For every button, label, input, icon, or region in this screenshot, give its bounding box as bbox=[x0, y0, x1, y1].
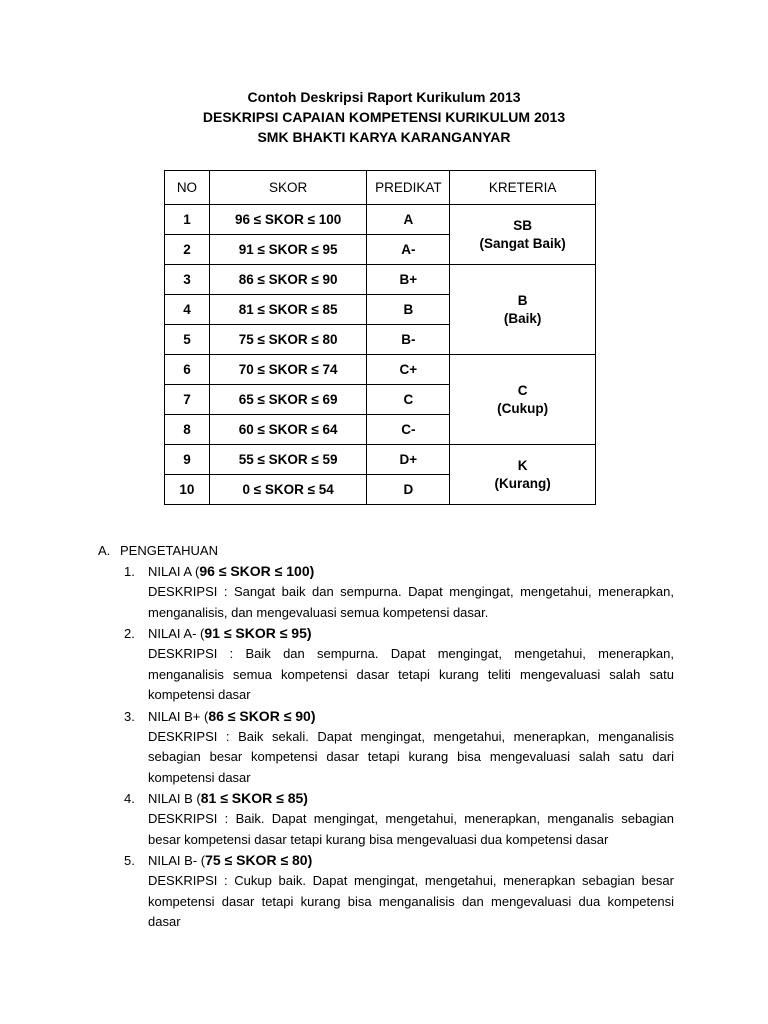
cell-kriteria-k bbox=[450, 445, 596, 505]
cell-predikat: C bbox=[367, 385, 450, 415]
cell-predikat: C- bbox=[367, 415, 450, 445]
cell-no: 10 bbox=[165, 475, 210, 505]
section-heading bbox=[98, 541, 218, 561]
description-list bbox=[124, 561, 674, 933]
item-range: 86 ≤ SKOR ≤ 90) bbox=[208, 707, 316, 724]
header-kreteria: KRETERIA bbox=[450, 171, 596, 205]
list-item bbox=[124, 850, 674, 933]
item-label: NILAI A- ( bbox=[148, 626, 205, 641]
kriteria-code: B bbox=[517, 292, 528, 308]
cell-no: 3 bbox=[165, 265, 210, 295]
cell-no: 9 bbox=[165, 445, 210, 475]
section-letter: A. bbox=[98, 543, 111, 558]
cell-kriteria-c bbox=[450, 355, 596, 445]
item-range: 75 ≤ SKOR ≤ 80) bbox=[205, 852, 313, 868]
cell-skor: 81 ≤ SKOR ≤ 85 bbox=[209, 295, 366, 325]
kriteria-code: K bbox=[517, 457, 528, 473]
document-title: Contoh Deskripsi Raport Kurikulum 2013 bbox=[247, 89, 521, 105]
kriteria-code: C bbox=[517, 382, 528, 398]
cell-predikat: B- bbox=[367, 325, 450, 355]
cell-predikat: C+ bbox=[367, 355, 450, 385]
cell-predikat: D bbox=[367, 475, 450, 505]
document-subtitle: DESKRIPSI CAPAIAN KOMPETENSI KURIKULUM 2013 bbox=[202, 109, 566, 125]
document-title-block bbox=[0, 87, 768, 147]
cell-no: 5 bbox=[165, 325, 210, 355]
kriteria-label: (Sangat Baik) bbox=[479, 235, 566, 251]
kriteria-label: (Kurang) bbox=[494, 475, 551, 491]
cell-predikat: A- bbox=[367, 235, 450, 265]
cell-skor: 96 ≤ SKOR ≤ 100 bbox=[209, 205, 366, 235]
cell-skor: 0 ≤ SKOR ≤ 54 bbox=[209, 475, 366, 505]
item-range: 91 ≤ SKOR ≤ 95) bbox=[204, 625, 312, 641]
header-skor: SKOR bbox=[209, 171, 366, 205]
list-item bbox=[124, 561, 674, 623]
item-description: DESKRIPSI : Baik. Dapat mengingat, mengetahui, menerapkan, menganalis sebagian besar kompetensi dasar tetapi kurang bisa mengevaluasi dua kompetensi dasar bbox=[148, 811, 674, 847]
cell-skor: 75 ≤ SKOR ≤ 80 bbox=[209, 325, 366, 355]
kriteria-code: SB bbox=[513, 217, 533, 233]
cell-predikat: B+ bbox=[367, 265, 450, 295]
cell-no: 2 bbox=[165, 235, 210, 265]
item-heading bbox=[124, 706, 674, 727]
item-heading bbox=[124, 788, 674, 809]
table-row bbox=[165, 445, 596, 475]
table-row bbox=[165, 355, 596, 385]
header-predikat: PREDIKAT bbox=[367, 171, 450, 205]
item-number: 4. bbox=[124, 791, 135, 806]
kriteria-label: (Cukup) bbox=[497, 400, 549, 416]
cell-skor: 70 ≤ SKOR ≤ 74 bbox=[209, 355, 366, 385]
item-range: 81 ≤ SKOR ≤ 85) bbox=[200, 790, 308, 806]
cell-skor: 65 ≤ SKOR ≤ 69 bbox=[209, 385, 366, 415]
cell-skor: 91 ≤ SKOR ≤ 95 bbox=[209, 235, 366, 265]
section-title: PENGETAHUAN bbox=[120, 543, 218, 558]
item-heading bbox=[124, 850, 674, 871]
item-description: DESKRIPSI : Sangat baik dan sempurna. Dapat mengingat, mengetahui, menerapkan, menganalisis, dan mengevaluasi semua kompetensi dasar. bbox=[148, 584, 674, 620]
cell-no: 7 bbox=[165, 385, 210, 415]
item-description: DESKRIPSI : Cukup baik. Dapat mengingat, mengetahui, menerapkan sebagian besar kompetensi dasar tetapi kurang bisa menganalisis dan mengevaluasi dua kompetensi dasar bbox=[148, 873, 674, 929]
item-label: NILAI B ( bbox=[148, 791, 201, 806]
cell-kriteria-sb bbox=[450, 205, 596, 265]
grade-table bbox=[164, 170, 596, 505]
item-number: 5. bbox=[124, 853, 135, 868]
item-range: 96 ≤ SKOR ≤ 100) bbox=[199, 563, 315, 579]
table-row bbox=[165, 205, 596, 235]
cell-skor: 60 ≤ SKOR ≤ 64 bbox=[209, 415, 366, 445]
item-number: 1. bbox=[124, 564, 135, 579]
cell-skor: 55 ≤ SKOR ≤ 59 bbox=[209, 445, 366, 475]
list-item bbox=[124, 706, 674, 789]
header-no: NO bbox=[165, 171, 210, 205]
item-label: NILAI B- ( bbox=[148, 853, 206, 868]
item-heading bbox=[124, 623, 674, 644]
item-label: NILAI B+ ( bbox=[148, 708, 209, 724]
item-label: NILAI A ( bbox=[148, 564, 200, 579]
item-description: DESKRIPSI : Baik dan sempurna. Dapat mengingat, mengetahui, menerapkan, menganalisis semua kompetensi dasar tetapi kurang teliti mengevaluasi salah satu kompetensi dasar bbox=[148, 646, 674, 702]
list-item bbox=[124, 623, 674, 706]
cell-kriteria-b bbox=[450, 265, 596, 355]
table-header-row bbox=[165, 171, 596, 205]
cell-no: 4 bbox=[165, 295, 210, 325]
school-name: SMK BHAKTI KARYA KARANGANYAR bbox=[257, 129, 511, 145]
table-row bbox=[165, 265, 596, 295]
item-heading bbox=[124, 561, 674, 582]
cell-predikat: A bbox=[367, 205, 450, 235]
cell-skor: 86 ≤ SKOR ≤ 90 bbox=[209, 265, 366, 295]
kriteria-label: (Baik) bbox=[503, 310, 542, 326]
list-item bbox=[124, 788, 674, 850]
item-number: 3. bbox=[124, 708, 135, 724]
cell-no: 6 bbox=[165, 355, 210, 385]
item-description: DESKRIPSI : Baik sekali. Dapat mengingat, mengetahui, menerapkan, menganalisis sebagian besar kompetensi dasar tetapi kurang bisa mengevaluasi salah satu dari kompetensi dasar bbox=[148, 728, 674, 785]
cell-no: 8 bbox=[165, 415, 210, 445]
cell-no: 1 bbox=[165, 205, 210, 235]
item-number: 2. bbox=[124, 626, 135, 641]
cell-predikat: D+ bbox=[367, 445, 450, 475]
cell-predikat: B bbox=[367, 295, 450, 325]
